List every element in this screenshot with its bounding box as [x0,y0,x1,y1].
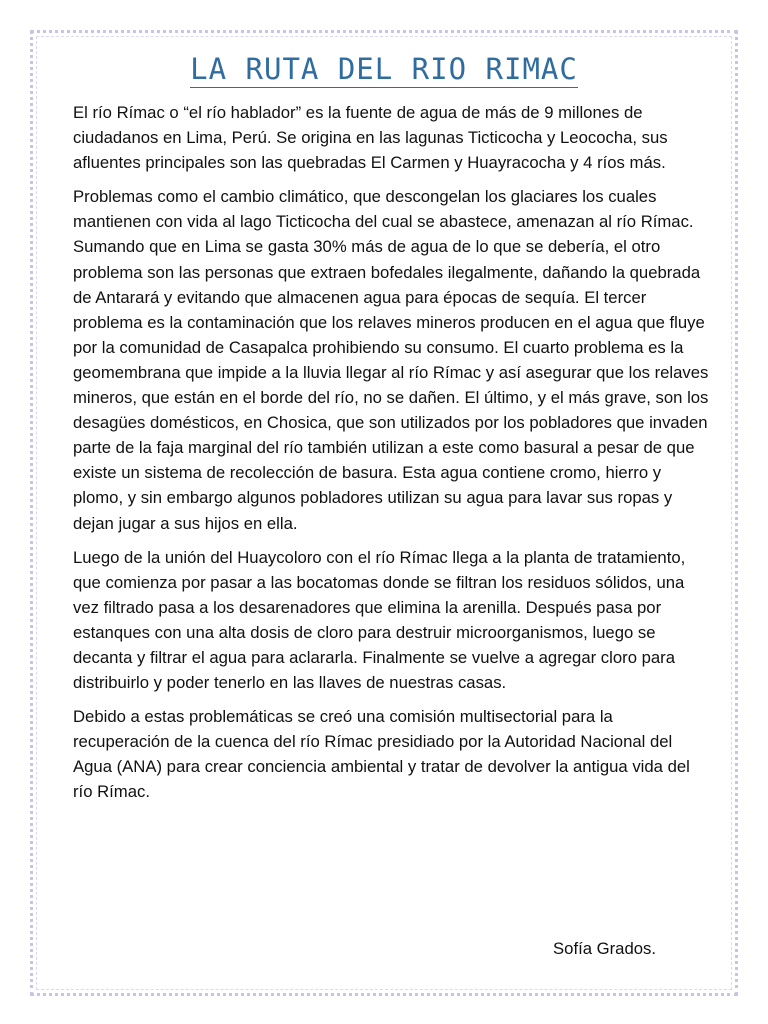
author-signature: Sofía Grados. [553,939,656,958]
paragraph-intro: El río Rímac o “el río hablador” es la fuente de agua de más de 9 millones de ciudadanos en Lima, Perú. Se origina en las lagunas Ticticocha y Leococha, sus afluentes principales son las quebradas El Carmen y Huayracocha y 4 ríos más. [73,103,668,173]
document-title-text: LA RUTA DEL RIO RIMAC [190,52,578,86]
document-title [0,52,768,86]
paragraph-conclusion: Debido a estas problemáticas se creó una comisión multisectorial para la recuperación de la cuenca del río Rímac presidiado por la Autoridad Nacional del Agua (ANA) para crear conciencia ambiental y tratar de devolver la antigua vida del río Rímac. [73,707,690,802]
document-body [73,100,713,814]
paragraph-problems: Problemas como el cambio climático, que descongelan los glaciares los cuales mantienen con vida al lago Ticticocha del cual se abastece, amenazan al río Rímac. Sumando que en Lima se gasta 30% más de agua de lo que se debería, el otro problema son las personas que extraen bofedales ilegalmente, dañando la quebrada de Antarará y evitando que almacenen agua para épocas de sequía. El tercer problema es la contaminación que los relaves mineros producen en el agua que fluye por la comunidad de Casapalca prohibiendo su consumo. El cuarto problema es la geomembrana que impide a la lluvia llegar al río Rímac y así asegurar que los relaves mineros, que están en el borde del río, no se dañen. El último, y el más grave, son los desagües domésticos, en Chosica, que son utilizados por los pobladores que invaden parte de la faja marginal del río también utilizan a este como basural a pesar de que existe un sistema de recolección de basura. Esta agua contiene cromo, hierro y plomo, y sin embargo algunos pobladores utilizan su agua para lavar sus ropas y dejan jugar a sus hijos en ella. [73,187,709,533]
paragraph-treatment: Luego de la unión del Huaycoloro con el río Rímac llega a la planta de tratamiento, que comienza por pasar a las bocatomas donde se filtran los residuos sólidos, una vez filtrado pasa a los desarenadores que elimina la arenilla. Después pasa por estanques con una alta dosis de cloro para destruir microorganismos, luego se decanta y filtrar el agua para aclararla. Finalmente se vuelve a agregar cloro para distribuirlo y poder tenerlo en las llaves de nuestras casas. [73,547,686,693]
